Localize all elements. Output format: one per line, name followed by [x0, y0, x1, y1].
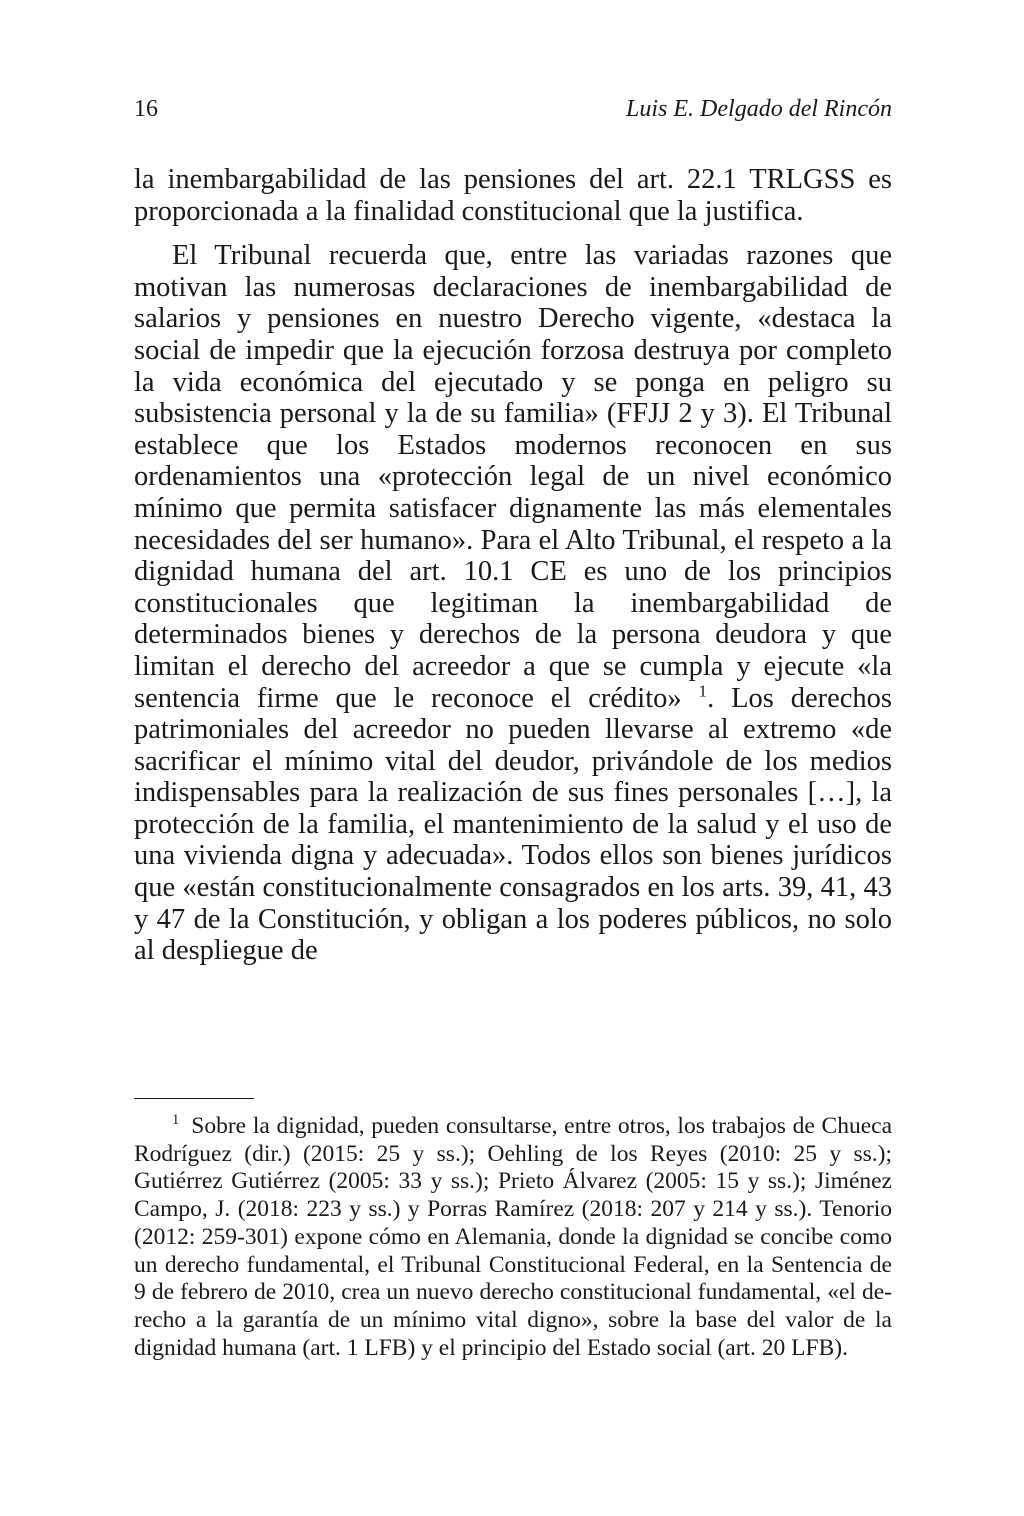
footnote-reference[interactable]: 1 [698, 681, 708, 700]
page-number: 16 [134, 96, 158, 122]
footnote-number: 1 [172, 1112, 180, 1129]
paragraph-continued: la inembargabilidad de las pensiones del art. 22.1 TRLGSS es proporcionada a la finalidad constitucional que la justifica. [134, 164, 892, 227]
paragraph-tribunal [134, 240, 892, 967]
running-head [134, 96, 892, 126]
footnote-text: Sobre la dignidad, pueden consultarse, entre otros, los trabajos de Chueca Rodríguez (dir.) (2015: 25 y ss.); Oehling de los Reyes (2010: 25 y ss.); Gutiérrez Gutiérrez (2005: 33 y ss.); Prieto Álvarez (2005: 15 y ss.); Jiménez Campo, J. (2018: 223 y ss.) y Porras Ramírez (2018: 207 y 214 y ss.). Tenorio (2012: 259-301) expone cómo en Alemania, donde la dignidad se concibe como un derecho fundamental, el Tribunal Constitucional Federal, en la Sentencia de 9 de febrero de 2010, crea un nuevo derecho constitucional fundamental, «el derecho a la garantía de un mínimo vital digno», sobre la base del valor de la dignidad humana (art. 1 LFB) y el principio del Estado social (art. 20 LFB). [134, 1113, 892, 1361]
running-head-author: Luis E. Delgado del Rincón [626, 96, 892, 122]
footnote [134, 1113, 892, 1362]
paragraph-text-after-footnote: . Los derechos patrimoniales del acreedor no pueden llevarse al extremo «de sacrificar el mínimo vital del deudor, privándole de los medios indispensables para la realización de sus fines personales […], la protección de la familia, el mantenimiento de la salud y el uso de una vivienda digna y adecuada». Todos ellos son bienes jurídicos que «están constitucionalmente consagrados en los arts. 39, 41, 43 y 47 de la Constitución, y obligan a los poderes públicos, no solo al despliegue de [134, 682, 893, 967]
paragraph-text-before-footnote: El Tribunal recuerda que, entre las variadas razones que motivan las numerosas declaraciones de inembargabilidad de salarios y pensiones en nuestro Derecho vigente, «destaca la social de impedir que la ejecución forzosa destruya por completo la vida económica del ejecutado y se ponga en peligro su subsistencia personal y la de su familia» (FFJJ 2 y 3). El Tribunal establece que los Estados modernos reconocen en sus ordenamientos una «protección legal de un nivel económico mínimo que permita satisfacer dignamente las más elementales necesidades del ser humano». Para el Alto Tribunal, el respeto a la dignidad humana del art. 10.1 CE es uno de los principios constitucionales que legitiman la inembargabilidad de determinados bienes y derechos de la persona deudora y que limitan el derecho del acreedor a que se cumpla y ejecute «la sentencia firme que le reconoce el crédito» [134, 240, 892, 714]
footnote-separator-rule [134, 1098, 254, 1099]
body-text [134, 164, 892, 967]
footnotes [134, 1113, 892, 1362]
